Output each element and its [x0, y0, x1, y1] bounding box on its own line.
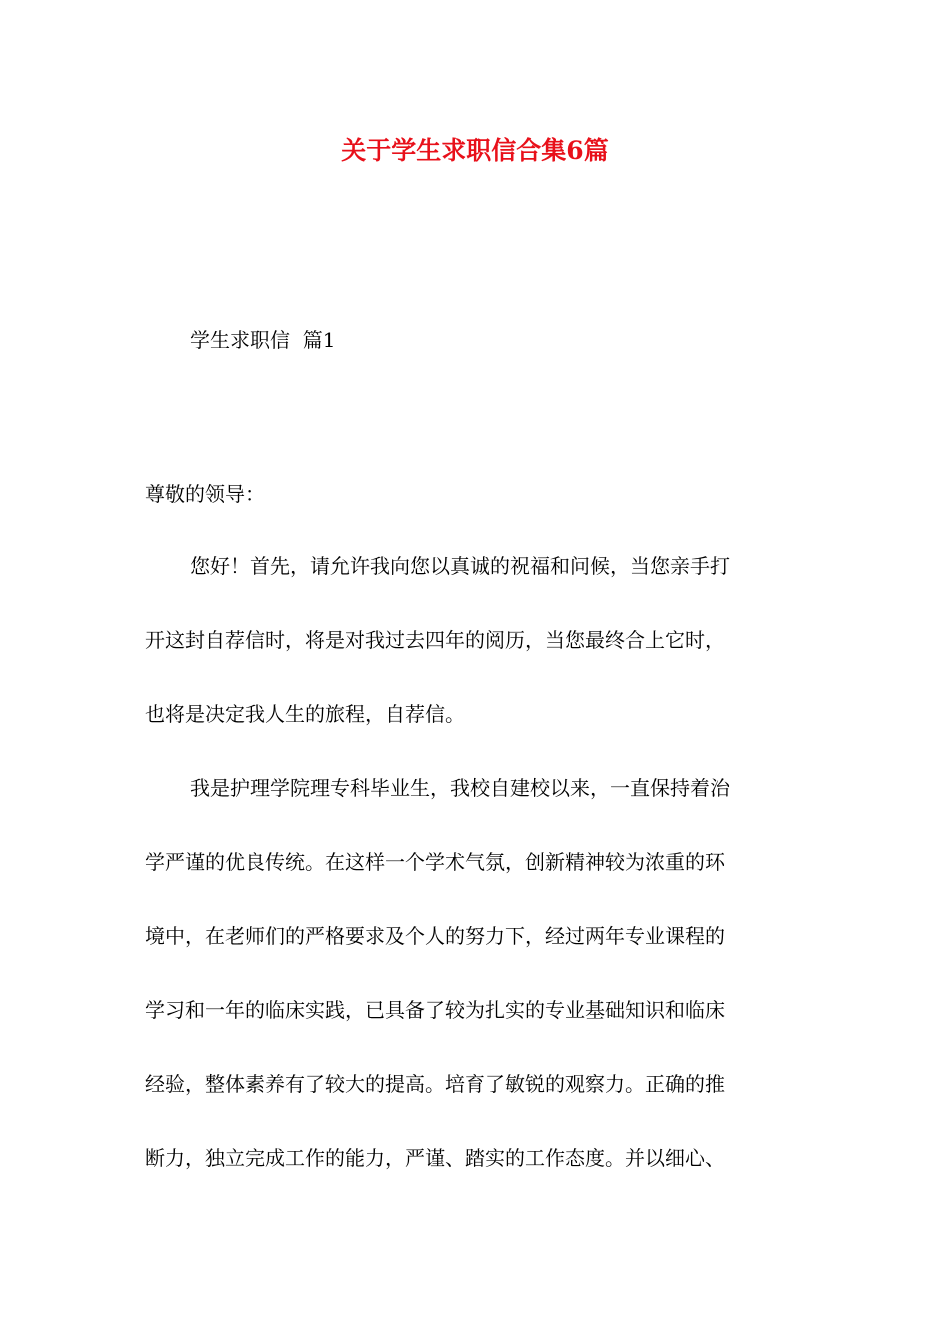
- body-line: 学严谨的优良传统。在这样一个学术气氛，创新精神较为浓重的环: [145, 850, 725, 874]
- document-title: 关于学生求职信合集6篇: [341, 136, 609, 165]
- body-line: 您好！首先，请允许我向您以真诚的祝福和问候，当您亲手打: [190, 554, 730, 578]
- body-line: 断力，独立完成工作的能力，严谨、踏实的工作态度。并以细心、: [145, 1146, 725, 1170]
- body-line: 经验，整体素养有了较大的提高。培育了敏锐的观察力。正确的推: [145, 1072, 725, 1096]
- body-line: 也将是决定我人生的旅程，自荐信。: [145, 702, 465, 726]
- section-heading: 学生求职信 篇1: [190, 328, 336, 352]
- body-line: 学习和一年的临床实践，已具备了较为扎实的专业基础知识和临床: [145, 998, 725, 1022]
- body-line: 境中，在老师们的严格要求及个人的努力下，经过两年专业课程的: [145, 924, 725, 948]
- salutation: 尊敬的领导：: [145, 482, 265, 506]
- body-line: 我是护理学院理专科毕业生，我校自建校以来，一直保持着治: [190, 776, 730, 800]
- body-line: 开这封自荐信时，将是对我过去四年的阅历，当您最终合上它时，: [145, 628, 725, 652]
